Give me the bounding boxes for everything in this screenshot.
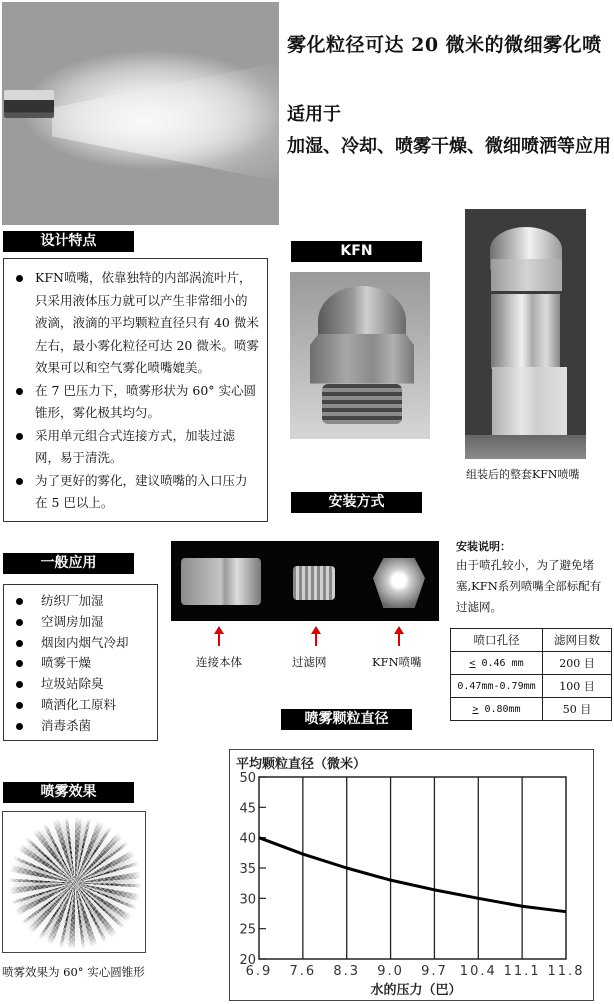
orifice-size: 0.80mm xyxy=(478,703,521,715)
spray-effect-heading: 喷雾效果 xyxy=(3,782,134,803)
feature-item: 在 7 巴压力下，喷雾形状为 60° 实心圆锥形，雾化极其均匀。 xyxy=(12,380,259,425)
application-item: 空调房加湿 xyxy=(4,612,157,633)
x-tick-label: 6.9 xyxy=(245,964,273,979)
chart-xlabel: 水的压力（巴） xyxy=(370,983,462,998)
connector-body-graphic xyxy=(181,558,261,605)
install-note-title: 安装说明： xyxy=(456,540,511,553)
part-label-connector: 连接本体 xyxy=(196,655,242,669)
arrow-up-icon xyxy=(311,626,321,646)
table-row xyxy=(451,698,612,721)
gte-symbol: > xyxy=(472,703,479,715)
general-applications-heading: 一般应用 xyxy=(3,553,134,574)
chart-axes xyxy=(239,771,584,979)
arrow-up-icon xyxy=(214,626,224,646)
x-tick-label: 9.7 xyxy=(421,964,448,979)
application-item: 喷雾干燥 xyxy=(4,653,157,674)
installation-heading: 安装方式 xyxy=(291,492,422,513)
y-tick-label: 40 xyxy=(239,831,256,847)
application-item: 喷洒化工原料 xyxy=(4,695,157,716)
orifice-size: 0.46 mm xyxy=(475,657,524,669)
y-tick-label: 30 xyxy=(239,892,256,908)
lte-symbol: < xyxy=(469,657,476,669)
table-header-row xyxy=(451,629,612,652)
x-tick-label: 9.0 xyxy=(377,964,404,979)
table-header: 滤网目数 xyxy=(543,629,612,652)
chart-svg xyxy=(230,750,593,1000)
feature-item: 采用单元组合式连接方式，加装过滤网，易于清洗。 xyxy=(12,425,259,470)
table-row xyxy=(451,652,612,675)
y-tick-label: 25 xyxy=(239,922,256,938)
table-row xyxy=(451,675,612,698)
general-applications-list xyxy=(3,584,158,741)
table-cell: 200 目 xyxy=(543,652,612,675)
y-tick-label: 50 xyxy=(239,771,256,786)
y-tick-label: 35 xyxy=(239,862,256,877)
assembled-nut xyxy=(491,259,562,291)
parts-photo xyxy=(171,541,439,621)
kfn-nozzle-graphic xyxy=(373,558,425,608)
spray-effect-caption: 喷雾效果为 60° 实心圆锥形 xyxy=(2,965,145,979)
assembled-caption: 组装后的整套KFN喷嘴 xyxy=(466,468,580,481)
table-cell xyxy=(451,652,543,675)
page-title: 雾化粒径可达 20 微米的微细雾化喷 xyxy=(287,34,602,56)
applies-label: 适用于 xyxy=(287,104,341,125)
part-label-nozzle: KFN喷嘴 xyxy=(372,655,422,669)
spray-hero-photo xyxy=(2,2,279,225)
table-cell xyxy=(451,698,543,721)
particle-size-chart xyxy=(229,749,594,1001)
kfn-nozzle-photo xyxy=(290,272,430,439)
y-tick-label: 20 xyxy=(239,953,256,968)
assembled-nozzle-photo xyxy=(465,209,586,459)
series-line xyxy=(259,838,566,912)
plot-area xyxy=(259,777,566,959)
table-cell: 100 目 xyxy=(543,675,612,698)
application-item: 消毒杀菌 xyxy=(4,716,157,737)
applies-list: 加湿、冷却、喷雾干燥、微细喷洒等应用 xyxy=(287,136,611,157)
part-label-filter: 过滤网 xyxy=(292,655,327,669)
spray-plume xyxy=(52,62,279,182)
nozzle-hex xyxy=(310,334,414,389)
x-tick-label: 7.6 xyxy=(289,964,317,979)
x-tick-label: 11.8 xyxy=(547,964,585,979)
design-features-list xyxy=(3,258,268,522)
application-item: 垃圾站除臭 xyxy=(4,674,157,695)
design-features-heading: 设计特点 xyxy=(3,231,134,252)
nozzle-thread xyxy=(322,384,402,424)
table-cell: 0.47mm-0.79mm xyxy=(451,675,543,698)
feature-item: KFN喷嘴，依靠独特的内部涡流叶片，只采用液体压力就可以产生非常细小的液滴，液滴的平均颗粒直径只有 40 微米左右，最小雾化粒径可达 20 微米。喷雾效果可以和空气雾化喷嘴媲美。 xyxy=(12,267,259,380)
assembled-base xyxy=(492,367,567,437)
table-cell: 50 目 xyxy=(543,698,612,721)
spray-pattern-grain xyxy=(8,817,142,949)
arrow-up-icon xyxy=(394,626,404,646)
chart-title: 平均颗粒直径（微米） xyxy=(236,757,367,772)
table-header: 喷口孔径 xyxy=(451,629,543,652)
nozzle-graphic xyxy=(4,90,54,118)
assembled-body xyxy=(491,294,560,369)
feature-item: 为了更好的雾化，建议喷嘴的入口压力在 5 巴以上。 xyxy=(12,470,259,515)
spray-pattern-image xyxy=(2,811,146,953)
x-tick-label: 10.4 xyxy=(459,964,497,979)
application-item: 烟囱内烟气冷却 xyxy=(4,633,157,654)
application-item: 纺织厂加湿 xyxy=(4,591,157,612)
install-note-body: 由于喷孔较小，为了避免堵塞,KFN系列喷嘴全部标配有过滤网。 xyxy=(456,558,602,614)
particle-size-heading: 喷雾颗粒直径 xyxy=(281,709,412,730)
x-tick-label: 11.1 xyxy=(503,964,541,979)
y-tick-label: 45 xyxy=(239,801,256,817)
assembled-floor xyxy=(465,435,586,459)
filter-graphic xyxy=(293,566,335,600)
x-tick-label: 8.3 xyxy=(333,964,361,979)
mesh-table xyxy=(450,628,612,721)
kfn-heading: KFN xyxy=(291,241,422,262)
